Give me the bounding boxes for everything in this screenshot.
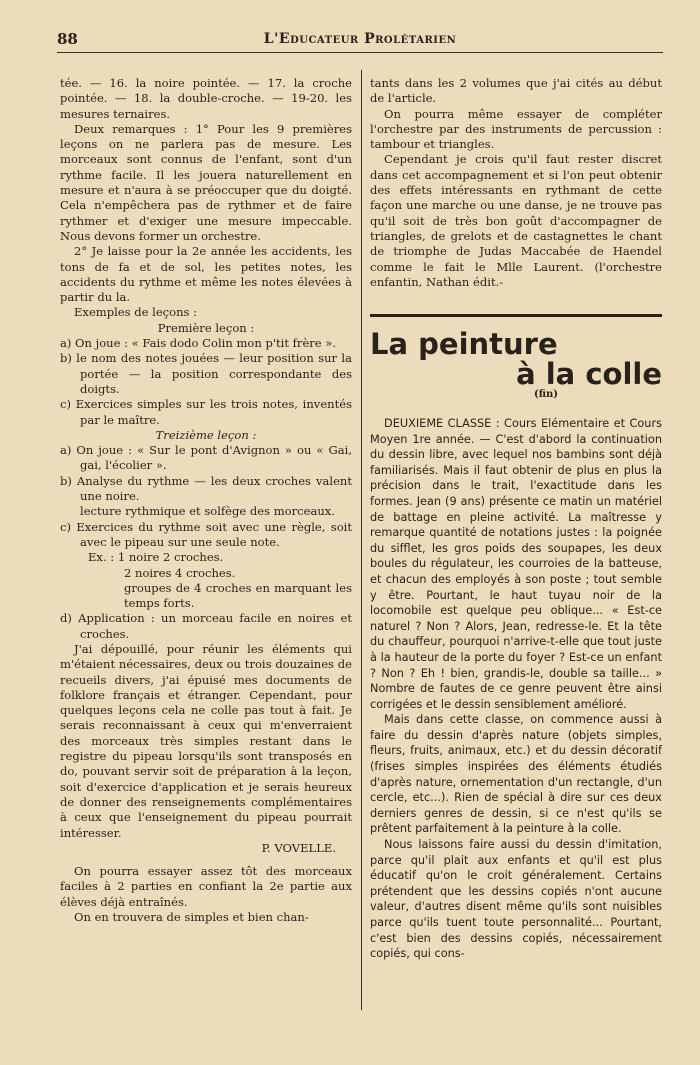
lesson-item: lecture rythmique et solfège des morceaux. (80, 504, 335, 519)
author-signature: P. VOVELLE. (261, 840, 336, 855)
left-column (60, 76, 352, 925)
lesson-heading: Treizième leçon : (155, 427, 257, 442)
example-line: 2 noires 4 croches. (124, 565, 236, 580)
lesson-item: d) Application : un morceau facile en noires et croches. (60, 611, 352, 641)
page-header (57, 30, 663, 54)
paragraph: 2° Je laisse pour la 2e année les accidents, les tons de fa et de sol, les petites notes, les accidents du rythme et même les notes élevées à partir du la. (60, 244, 352, 305)
paragraph: DEUXIEME CLASSE : Cours Elémentaire et Cours Moyen 1re année. — C'est d'abord la continuation du dessin libre, avec lequel nos bambins sont déjà familiarisés. Mais il faut obtenir de plus en plus la précision dans le trait, l'exactitude dans les formes. Jean (9 ans) présente ce matin un matériel de battage en pleine activité. La maîtresse y remarque quantité de notations justes : la poignée du sifflet, les gros poids des soupapes, les deux boules du régulateur, les courroies de la batteuse, et chacun des employés à son poste ; tout semble y être. Pourtant, le haut tuyau noir de la locomobile est quelque peu oblique... « Est-ce naturel ? Non ? Alors, Jean, redresse-le. Et la tête du chauffeur, pourquoi n'arrive-t-elle que tout juste à la hauteur de la porte du foyer ? Est-ce un enfant ? Non ? Eh ! bien, grandis-le, double sa taille... » Nombre de fautes de ce genre peuvent être ainsi corrigées et le dessin sensiblement amélioré. (370, 417, 662, 711)
example-line: groupes de 4 croches en marquant les temps forts. (124, 580, 352, 611)
paragraph: J'ai dépouillé, pour réunir les éléments qui m'étaient nécessaires, deux ou trois douzaines de recueils divers, j'ai épuisé mes documents de folklore français et étranger. Cependant, pour quelques leçons cela ne colle pas tout à fait. Je serais reconnaissant à ceux qui m'enverraient des morceaux très simples restant dans le registre du pipeau lorsqu'ils sont transposés en do, pouvant servir soit de préparation à la leçon, soit d'exercice d'application et je serais heureux de donner des renseignements complémentaires à ceux que l'enseignement du pipeau pourrait intéresser. (60, 641, 352, 840)
paragraph: Nous laissons faire aussi du dessin d'imitation, parce qu'il plait aux enfants et qu'il est plus éducatif qu'on le croit généralement. Certains prétendent que les dessins copiés n'ont aucune valeur, d'autres disent même qu'ils sont nuisibles parce qu'ils tuent toute personnalité... Pourtant, c'est bien des dessins copiés, nécessairement copiés, qui cons- (370, 838, 662, 961)
paragraph: Deux remarques : 1° Pour les 9 premières leçons on ne parlera pas de mesure. Les morceaux sont connus de l'enfant, sont d'un rythme facile. Il les jouera naturellement en mesure et n'aura à se préoccuper que du doigté. Cela n'empêchera pas de rythmer et de faire rythmer et d'exiger une mesure impeccable. Nous devons former un orchestre. (60, 121, 352, 243)
article-title-block (370, 314, 662, 408)
lesson-heading: Première leçon : (157, 320, 255, 335)
example-line: Ex. : 1 noire 2 croches. (88, 550, 224, 565)
page-number: 88 (57, 30, 78, 48)
lesson-item: b) le nom des notes jouées — leur position sur la portée — la position correspondante des doigts. (60, 351, 352, 396)
journal-title: L'Educateur Prolétarien (263, 31, 457, 47)
paragraph: On en trouvera de simples et bien chan- (74, 910, 309, 925)
paragraph: Mais dans cette classe, on commence aussi à faire du dessin d'après nature (objets simples, fleurs, fruits, animaux, etc.) et du dessin décoratif (frises simples inspirées des éléments étudiés d'après nature, ornementation d'un rectangle, d'un cercle, etc...). Rien de spécial à dire sur ces deux derniers genres de dessin, si ce n'est qu'ils se prêtent parfaitement à la peinture à la colle. (370, 713, 662, 836)
title-rule (370, 314, 662, 317)
lesson-item: a) On joue : « Fais dodo Colin mon p'tit frère ». (60, 336, 337, 351)
article-subtitle: (fin) (533, 389, 558, 400)
article-body (370, 416, 662, 962)
paragraph: On pourra essayer assez tôt des morceaux faciles à 2 parties en confiant la 2e partie aux élèves déjà entraînés. (60, 864, 352, 909)
header-rule (57, 52, 663, 53)
paragraph: tée. — 16. la noire pointée. — 17. la croche pointée. — 18. la double-croche. — 19-20. les mesures ternaires. (60, 76, 352, 121)
paragraph: tants dans les 2 volumes que j'ai cités au début de l'article. (370, 76, 662, 106)
article-title-line2: à la colle (516, 357, 662, 391)
article-title-line1: La peinture (370, 327, 558, 361)
paragraph: On pourra même essayer de compléter l'orchestre par des instruments de percussion : tambour et triangles. (370, 106, 662, 152)
lesson-item: c) Exercices simples sur les trois notes, inventés par le maître. (60, 397, 352, 427)
examples-label: Exemples de leçons : (74, 305, 198, 320)
lesson-item: b) Analyse du rythme — les deux croches valent une noire. (60, 473, 352, 504)
column-divider (361, 70, 362, 1010)
lesson-item: c) Exercices du rythme soit avec une règle, soit avec le pipeau sur une seule note. (60, 519, 352, 549)
right-column-top (370, 76, 662, 290)
lesson-item: a) On joue : « Sur le pont d'Avignon » ou « Gai, gai, l'écolier ». (60, 443, 352, 473)
paragraph: Cependant je crois qu'il faut rester discret dans cet accompagnement et si l'on peut obtenir des effets intéressants en rythmant de cette façon une marche ou une danse, je ne trouve pas qu'il soit de très bon goût d'accompagner de triangles, de grelots et de castagnettes le chant de triomphe de Judas Maccabée de Haendel comme le fait le Mlle Laurent. (l'orchestre enfantin, Nathan édit.- (370, 152, 662, 289)
